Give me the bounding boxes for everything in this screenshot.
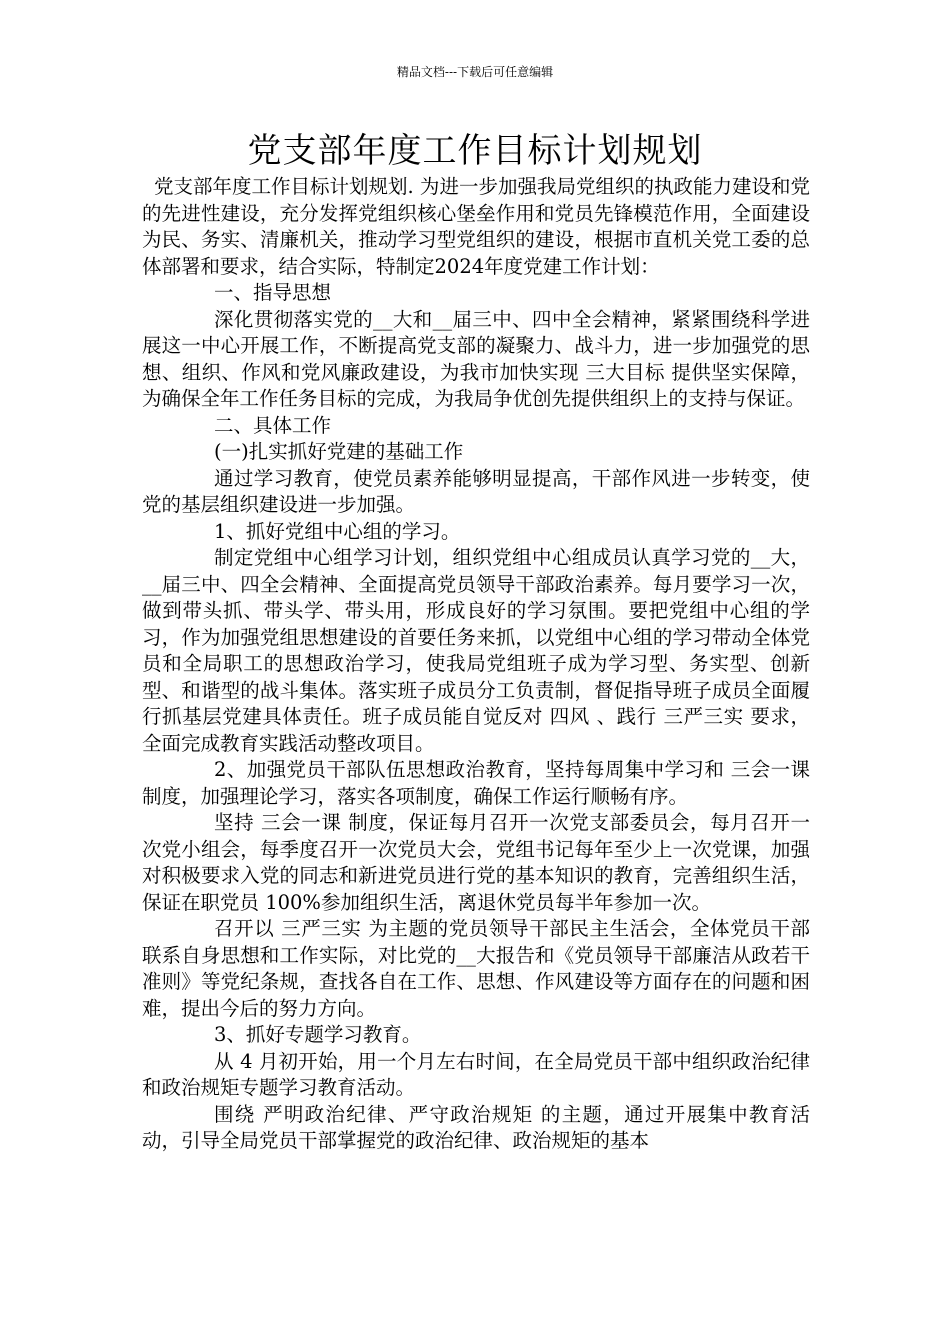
section-heading: 二、具体工作 — [214, 413, 332, 437]
item-heading: 3、抓好专题学习教育。 — [214, 1023, 422, 1046]
page-header: 精品文档---下载后可任意编辑 — [396, 65, 554, 79]
item-heading: 2、加强党员干部队伍思想政治教育，坚持每周集中学习和 三会一课 制度，加强理论学习，落实各项制度，确保工作运行顺畅有序。 — [142, 758, 810, 808]
body-paragraph: 深化贯彻落实党的__大和__届三中、四中全会精神，紧紧围绕科学进展这一中心开展工作，不断提高党支部的凝聚力、战斗力，进一步加强党的思想、组织、作风和党风廉政建设，为我市加快实现 三大目标 提供坚实保障，为确保全年工作任务目标的完成，为我局争优创先提供组织上的支持与保证。 — [142, 307, 810, 410]
body-paragraph: 制定党组中心组学习计划，组织党组中心组成员认真学习党的__大，__届三中、四全会精神、全面提高党员领导干部政治素养。每月要学习一次，做到带头抓、带头学、带头用，形成良好的学习氛围。要把党组中心组的学习，作为加强党组思想建设的首要任务来抓，以党组中心组的学习带动全体党员和全局职工的思想政治学习，使我局党组班子成为学习型、务实型、创新型、和谐型的战斗集体。落实班子成员分工负责制，督促指导班子成员全面履行抓基层党建具体责任。班子成员能自觉反对 四风 、践行 三严三实 要求，全面完成教育实践活动整改项目。 — [142, 546, 810, 755]
body-paragraph: 召开以 三严三实 为主题的党员领导干部民主生活会，全体党员干部联系自身思想和工作实际，对比党的__大报告和《党员领导干部廉洁从政若干准则》等党纪条规，查找各自在工作、思想、作风建设等方面存在的问题和困难，提出今后的努力方向。 — [142, 917, 810, 1020]
document-body — [142, 174, 810, 1155]
item-heading: 1、抓好党组中心组的学习。 — [214, 519, 461, 543]
body-paragraph: 通过学习教育，使党员素养能够明显提高，干部作风进一步转变，使党的基层组织建设进一步加强。 — [142, 466, 810, 516]
subsection-heading: (一)扎实抓好党建的基础工作 — [214, 440, 464, 463]
body-paragraph: 围绕 严明政治纪律、严守政治规矩 的主题，通过开展集中教育活动，引导全局党员干部掌握党的政治纪律、政治规矩的基本 — [142, 1102, 810, 1152]
document-title: 党支部年度工作目标计划规划 — [247, 131, 703, 171]
body-paragraph: 坚持 三会一课 制度，保证每月召开一次党支部委员会，每月召开一次党小组会，每季度召开一次党员大会，党组书记每年至少上一次党课，加强对积极要求入党的同志和新进党员进行党的基本知识的教育，完善组织生活，保证在职党员 100%参加组织生活，离退休党员每半年参加一次。 — [142, 811, 810, 914]
body-paragraph: 从 4 月初开始，用一个月左右时间，在全局党员干部中组织政治纪律和政治规矩专题学习教育活动。 — [142, 1049, 810, 1099]
section-heading: 一、指导思想 — [214, 281, 332, 304]
intro-paragraph: 党支部年度工作目标计划规划. 为进一步加强我局党组织的执政能力建设和党的先进性建设，充分发挥党组织核心堡垒作用和党员先锋模范作用，全面建设为民、务实、清廉机关，推动学习型党组织的建设，根据市直机关党工委的总体部署和要求，结合实际，特制定2024年度党建工作计划： — [142, 175, 810, 278]
